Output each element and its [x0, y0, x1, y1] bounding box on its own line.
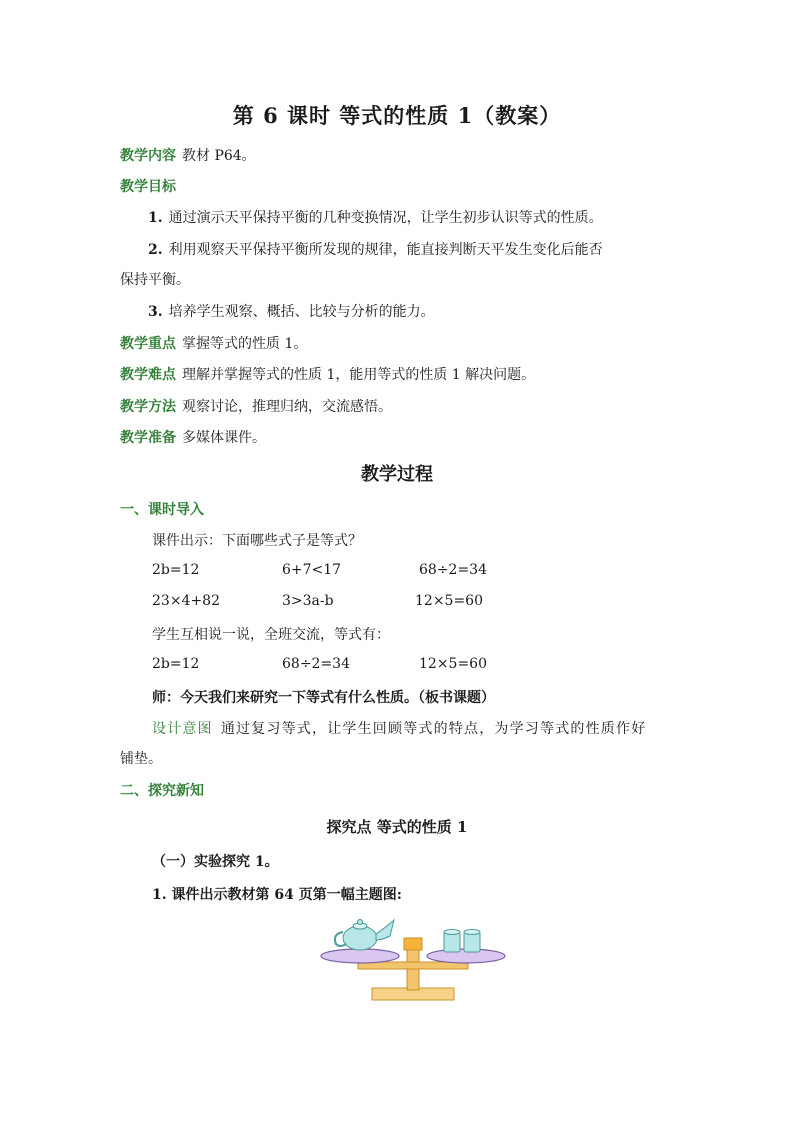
- section2-step1: 1. 课件出示教材第 64 页第一幅主题图:: [152, 887, 402, 903]
- left-pan: [321, 949, 399, 963]
- info-label: 教学内容: [120, 148, 176, 164]
- cup-icon: [464, 930, 480, 953]
- expression: 68÷2=34: [282, 656, 350, 672]
- info-prep: 教学准备 多媒体课件。: [120, 430, 266, 446]
- expression: 68÷2=34: [419, 562, 487, 578]
- section1-heading: 一、课时导入: [120, 502, 204, 518]
- info-content: [120, 145, 256, 165]
- page-title: 第 6 课时 等式的性质 1（教案）: [232, 103, 562, 128]
- balance-scale-illustration: [320, 910, 506, 1005]
- expression: 12×5=60: [415, 593, 483, 609]
- objective-item: 3. 培养学生观察、概括、比较与分析的能力。: [148, 304, 435, 320]
- info-method: 教学方法 观察讨论，推理归纳，交流感悟。: [120, 399, 392, 415]
- expression: 12×5=60: [419, 656, 487, 672]
- info-text: 教材 P64。: [182, 148, 256, 164]
- section2-subheading: 探究点 等式的性质 1: [326, 818, 468, 836]
- design-intent: 设计意图 通过复习等式，让学生回顾等式的特点，为学习等式的性质作好: [152, 721, 647, 737]
- info-label: 教学目标: [120, 179, 176, 195]
- teapot-icon: [335, 920, 394, 951]
- info-difficulty: 教学难点 理解并掌握等式的性质 1，能用等式的性质 1 解决问题。: [120, 367, 536, 383]
- objective-item-cont: 保持平衡。: [120, 272, 190, 288]
- objective-item: 1. 通过演示天平保持平衡的几种变换情况，让学生初步认识等式的性质。: [148, 210, 603, 226]
- process-heading: 教学过程: [361, 464, 433, 485]
- section2-sub1: （一）实验探究 1。: [152, 854, 279, 870]
- objective-item: 2. 利用观察天平保持平衡所发现的规律，能直接判断天平发生变化后能否: [148, 242, 603, 258]
- expression: 23×4+82: [152, 593, 220, 609]
- info-objectives: [120, 176, 182, 196]
- teacher-line: 师：今天我们来研究一下等式有什么性质。（板书课题）: [152, 690, 495, 706]
- section1-prompt: 课件出示：下面哪些式子是等式？: [152, 533, 362, 549]
- info-key-point: 教学重点 掌握等式的性质 1。: [120, 336, 308, 352]
- expression: 2b=12: [152, 656, 200, 672]
- cup-icon: [444, 930, 460, 953]
- scale-pointer: [404, 938, 422, 950]
- expression: 6+7<17: [282, 562, 342, 578]
- section1-discuss: 学生互相说一说，全班交流，等式有：: [152, 627, 390, 643]
- expression: 3>3a-b: [282, 593, 334, 609]
- design-intent-cont: 铺垫。: [120, 751, 162, 767]
- section2-heading: 二、探究新知: [120, 783, 204, 799]
- expression: 2b=12: [152, 562, 200, 578]
